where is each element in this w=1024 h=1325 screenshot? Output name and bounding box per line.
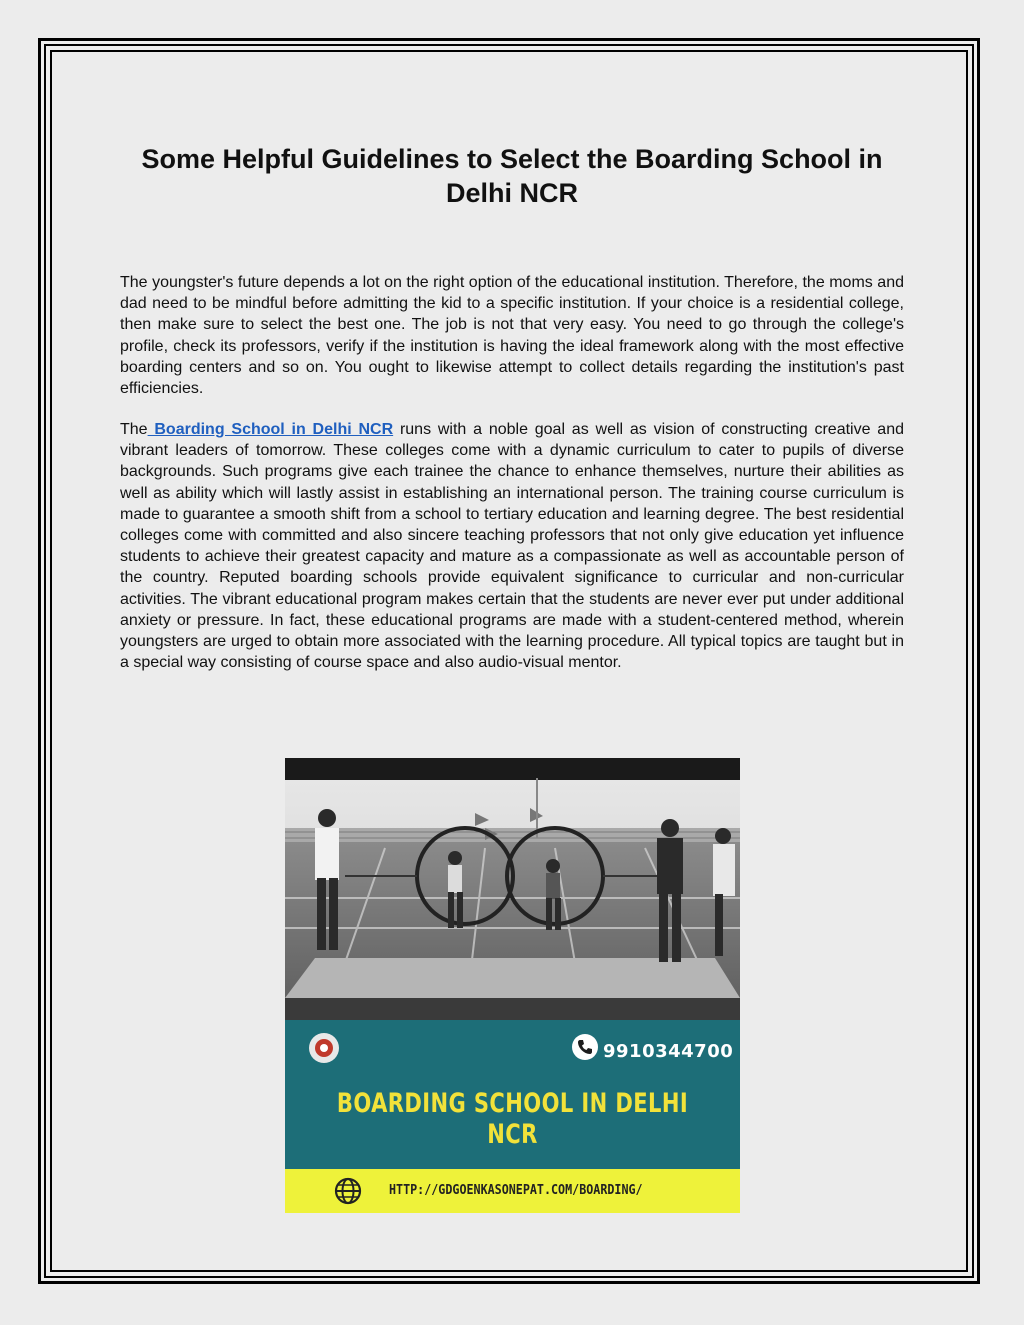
page-title: Some Helpful Guidelines to Select the Boarding School in Delhi NCR — [141, 144, 883, 208]
paragraph-intro: The youngster's future depends a lot on the right option of the educational institution. Therefore, the moms and dad need to be mindful before admitting the kid to a specific institution. If your choice is a residential college, then make sure to select the best one. The job is not that very easy. You need to go through the college's profile, check its professors, verify if the institution is having the ideal framework along with the most effective boarding centers and so on. You ought to likewise attempt to collect details regarding the institution's past efficiencies. — [120, 274, 904, 398]
paragraph-body-prefix: The — [120, 421, 148, 438]
paragraph-body — [120, 419, 904, 673]
promo-heading: BOARDING SCHOOL IN DELHI NCR — [336, 1088, 689, 1150]
promo-image — [285, 758, 740, 1213]
school-logo — [307, 1031, 341, 1065]
phone-number: 9910344700 — [603, 1041, 734, 1062]
sports-photo — [285, 758, 740, 1020]
globe-icon — [333, 1176, 363, 1206]
boarding-school-link[interactable]: Boarding School in Delhi NCR — [147, 421, 394, 438]
promo-url[interactable]: HTTP://GDGOENKASONEPAT.COM/BOARDING/ — [389, 1183, 643, 1198]
paragraph-body-text: runs with a noble goal as well as vision of constructing creative and vibrant leaders of tomorrow. These colleges come with a dynamic curriculum to cater to pupils of diverse backgrounds. Such programs give each trainee the chance to enhance themselves, nurture their abilities as well as ability which will lastly assist in establishing an international person. The training course curriculum is made to guarantee a smooth shift from a school to tertiary education and learning degree. The best residential colleges come with committed and also sincere teaching professors that not only give education yet influence students to achieve their greatest capacity and mature as a compassionate as well as accountable person of the country. Reputed boarding schools provide equivalent significance to curricular and non-curricular activities. The vibrant educational program makes certain that the students are never ever put under additional anxiety or pressure. In fact, these educational programs are made with a student-centered method, wherein youngsters are urged to obtain more associated with the learning procedure. All typical topics are taught but in a special way consisting of course space and also audio-visual mentor. — [120, 421, 905, 672]
phone-icon — [571, 1033, 599, 1061]
